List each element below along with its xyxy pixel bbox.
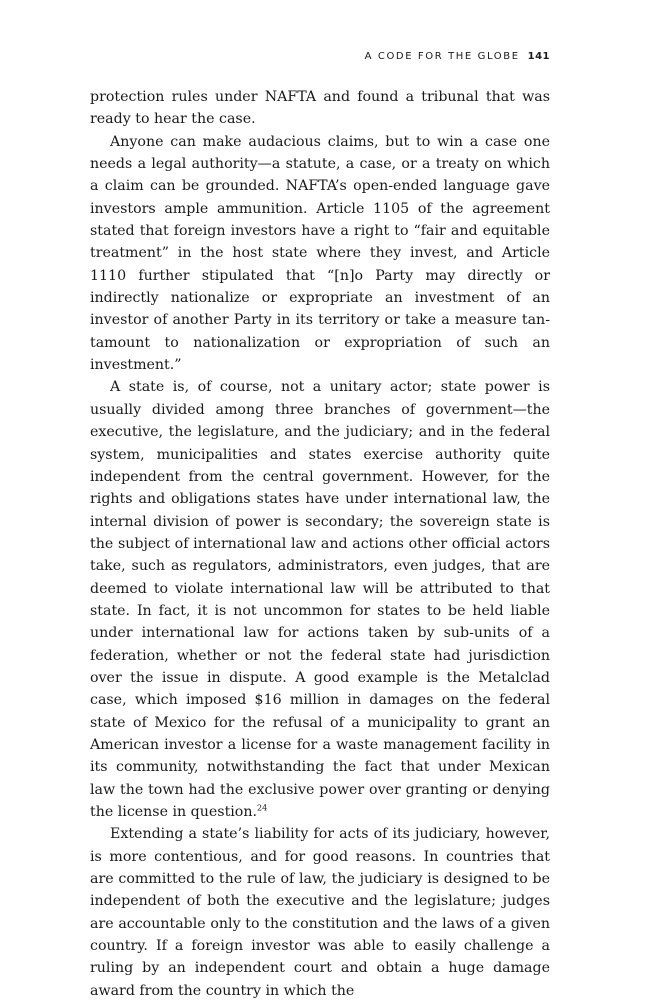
- paragraph-4: Extending a state’s liability for acts of its judiciary, however, is more contentious, and for good reasons. In countries that are committed to the rule of law, the judiciary is designed to be independent of both the executive and the legislature; judges are accountable only to the constitution and the laws of a given country. If a foreign investor was able to easily challenge a ruling by an independent court and obtain a huge damage award from the country in which the: [90, 826, 550, 999]
- paragraph-1: protection rules under NAFTA and found a tribunal that was ready to hear the case.: [90, 89, 550, 128]
- paragraph-3-text: A state is, of course, not a unitary actor; state power is usually divided among three branches of government—the executive, the legislature, and the judiciary; and in the federal system, municipalities and states exercise authority quite independent from the central government. However, for the rights and obligations states have under international law, the internal division of power is secondary; the sovereign state is the subject of international law and actions other official actors take, such as regulators, administrators, even judges, that are deemed to violate international law will be attributed to that state. In fact, it is not uncommon for states to be held liable under international law for actions taken by sub-units of a federation, whether or not the federal state had jurisdiction over the issue in dispute. A good example is the Metalclad case, which imposed $16 million in damages on the federal state of Mexico for the refusal of a municipality to grant an American investor a license for a waste management facility in its community, notwithstanding the fact that under Mexican law the town had the exclusive power over granting or denying the license in question.: [90, 379, 550, 820]
- paragraph-3: [90, 376, 550, 823]
- running-head-title: A CODE FOR THE GLOBE: [364, 51, 520, 62]
- page-number: 141: [527, 51, 550, 62]
- paragraph-2: Anyone can make audacious claims, but to win a case one needs a legal authority—a statute, a case, or a treaty on which a claim can be grounded. NAFTA’s open-ended language gave investors ample ammunition. Article 1105 of the agreement stated that foreign investors have a right to “fair and equitable treatment” in the host state where they invest, and Article 1110 further stipulated that “[n]o Party may directly or indirectly nationalize or expropriate an investment of an investor of another Party in its territory or take a measure tantamount to nationalization or expropriation of such an investment.”: [90, 133, 550, 374]
- footnote-marker: 24: [257, 803, 268, 813]
- running-head: [365, 51, 550, 62]
- body-text: [90, 86, 550, 1002]
